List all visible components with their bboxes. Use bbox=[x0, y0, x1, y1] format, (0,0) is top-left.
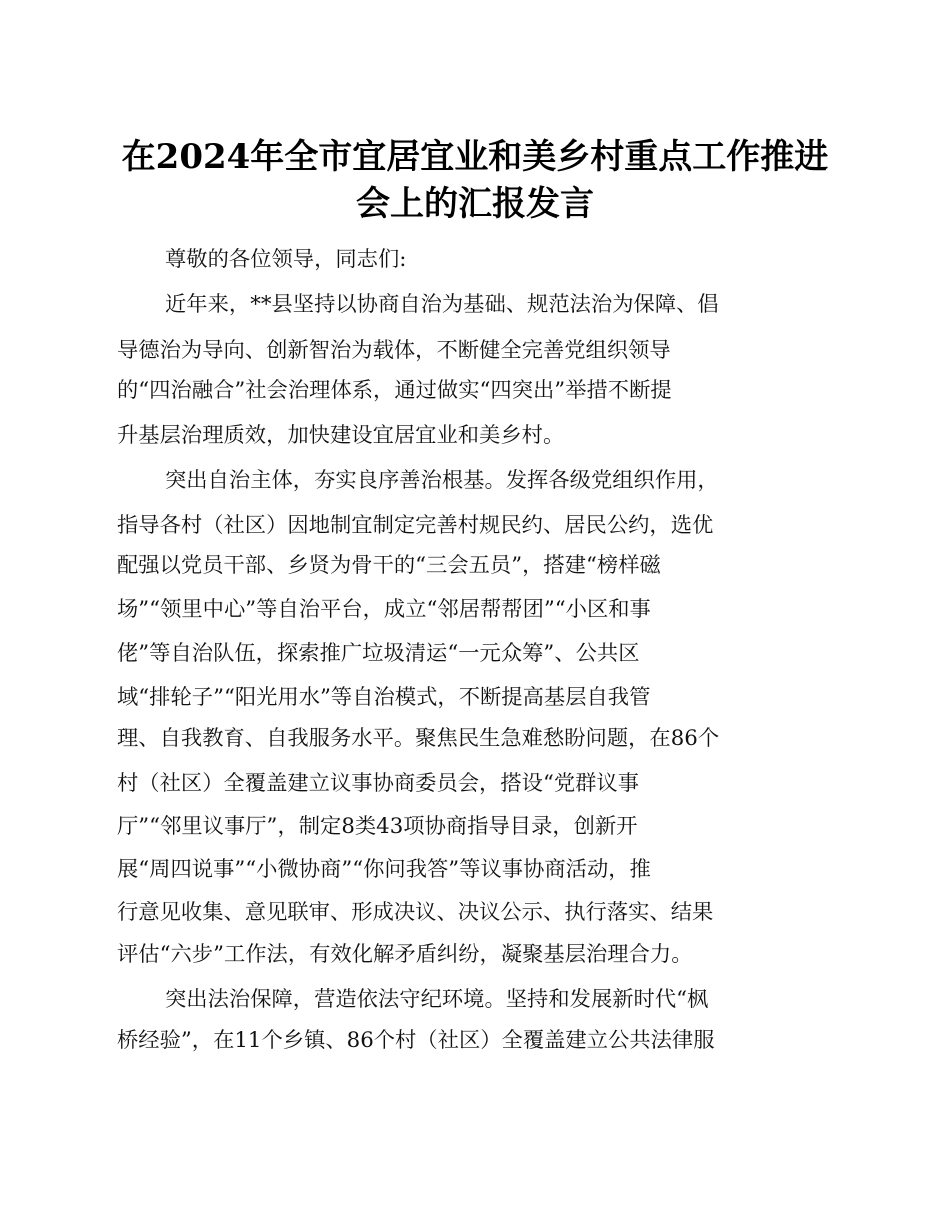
salutation: 尊敬的各位领导，同志们: bbox=[165, 247, 407, 272]
paragraph-line: 的“四治融合”社会治理体系，通过做实“四突出”举措不断提 bbox=[117, 378, 672, 403]
paragraph-line: 厅”“邻里议事厅”，制定8类43项协商指导目录，创新开 bbox=[117, 814, 638, 839]
paragraph-line: 近年来，**县坚持以协商自治为基础、规范法治为保障、倡 bbox=[165, 292, 719, 317]
paragraph-line: 村（社区）全覆盖建立议事协商委员会，搭设“党群议事 bbox=[117, 771, 640, 796]
document-title-line-1: 在2024年全市宜居宜业和美乡村重点工作推进 bbox=[121, 137, 829, 177]
paragraph-line: 理、自我教育、自我服务水平。聚焦民生急难愁盼问题，在86个 bbox=[117, 726, 720, 751]
paragraph-line: 导德治为导向、创新智治为载体，不断健全完善党组织领导 bbox=[117, 338, 671, 363]
paragraph-line: 行意见收集、意见联审、形成决议、决议公示、执行落实、结果 bbox=[117, 900, 714, 925]
paragraph-line: 突出法治保障，营造依法守纪环境。坚持和发展新时代“枫 bbox=[165, 987, 709, 1012]
document-title-line-2: 会上的汇报发言 bbox=[356, 184, 594, 224]
paragraph-line: 佬”等自治队伍，探索推广垃圾清运“一元众筹”、公共区 bbox=[117, 641, 640, 666]
paragraph-line: 配强以党员干部、乡贤为骨干的“三会五员”，搭建“榜样磁 bbox=[117, 553, 661, 578]
paragraph-line: 场”“领里中心”等自治平台，成立“邻居帮帮团”“小区和事 bbox=[117, 597, 651, 622]
paragraph-line: 展“周四说事”“小微协商”“你问我答”等议事协商活动，推 bbox=[117, 857, 651, 882]
paragraph-line: 指导各村（社区）因地制宜制定完善村规民约、居民公约，选优 bbox=[117, 513, 714, 538]
paragraph-line: 域“排轮子”“阳光用水”等自治模式，不断提高基层自我管 bbox=[117, 685, 651, 710]
paragraph-line: 升基层治理质效，加快建设宜居宜业和美乡村。 bbox=[117, 423, 565, 448]
paragraph-line: 突出自治主体，夯实良序善治根基。发挥各级党组织作用， bbox=[165, 468, 719, 493]
paragraph-line: 桥经验”，在11个乡镇、86个村（社区）全覆盖建立公共法律服 bbox=[117, 1028, 715, 1053]
paragraph-line: 评估“六步”工作法，有效化解矛盾纠纷，凝聚基层治理合力。 bbox=[117, 942, 693, 967]
